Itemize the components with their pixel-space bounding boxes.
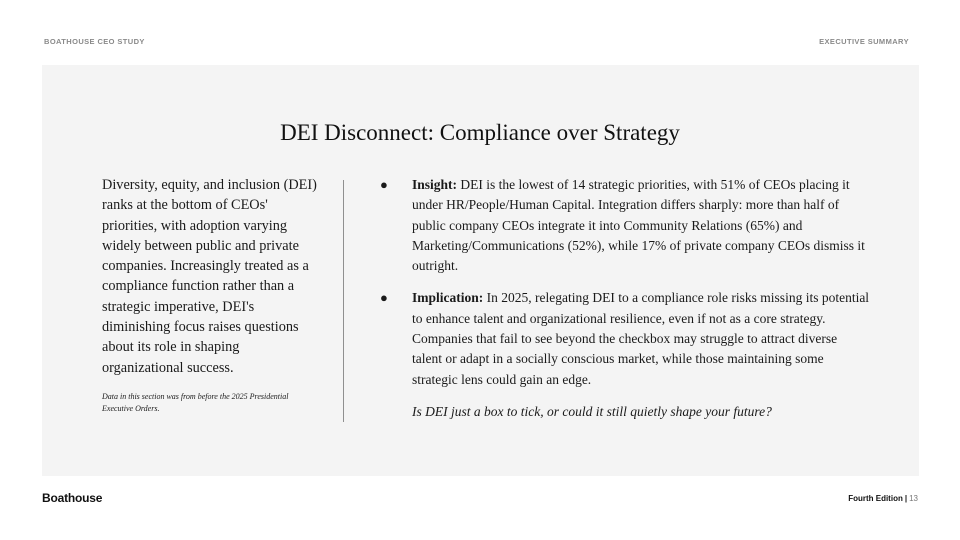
implication-bullet — [380, 288, 870, 389]
bullet-dot-icon: ● — [380, 177, 388, 192]
header-study-label: BOATHOUSE CEO STUDY — [44, 37, 145, 46]
header-section-label: EXECUTIVE SUMMARY — [819, 37, 909, 46]
page-number: 13 — [909, 494, 918, 503]
brand-logo: Boathouse — [42, 491, 103, 505]
edition-label: Fourth Edition — [848, 494, 903, 503]
bullet-dot-icon: ● — [380, 290, 388, 306]
bullet-label: Insight: — [412, 177, 458, 192]
bullet-text: DEI is the lowest of 14 strategic priorities, with 51% of CEOs placing it under HR/People/Human Capital. Integration differs sharply: more than half of public company CEOs integrate it into Community Relations (65%) and Marketing/Communications (52%), while 17% of private company CEOs dismiss it outright. — [412, 177, 865, 274]
footer-pagination — [848, 494, 918, 503]
right-column — [380, 175, 870, 422]
insight-bullet — [380, 175, 870, 276]
footer-separator: | — [904, 494, 908, 503]
data-footnote: Data in this section was from before the 2025 Presidential Executive Orders. — [102, 391, 289, 413]
page-title: DEI Disconnect: Compliance over Strategy — [280, 120, 680, 145]
column-divider — [343, 180, 344, 422]
closing-question: Is DEI just a box to tick, or could it still quietly shape your future? — [412, 403, 772, 419]
left-column — [102, 175, 317, 415]
bullet-label: Implication: — [412, 290, 484, 306]
bullet-text: In 2025, relegating DEI to a compliance role risks missing its potential to enhance talent and organizational resilience, even if not as a core strategy. Companies that fail to see beyond the checkbox may struggle to attract diverse talent or adapt in a socially conscious market, while those maintaining some strategic lens could gain an edge. — [412, 290, 870, 387]
intro-paragraph: Diversity, equity, and inclusion (DEI) ranks at the bottom of CEOs' priorities, with adoption varying widely between public and private companies. Increasingly treated as a compliance function rather than a strategic imperative, DEI's diminishing focus raises questions about its role in shaping organizational success. — [102, 177, 317, 376]
